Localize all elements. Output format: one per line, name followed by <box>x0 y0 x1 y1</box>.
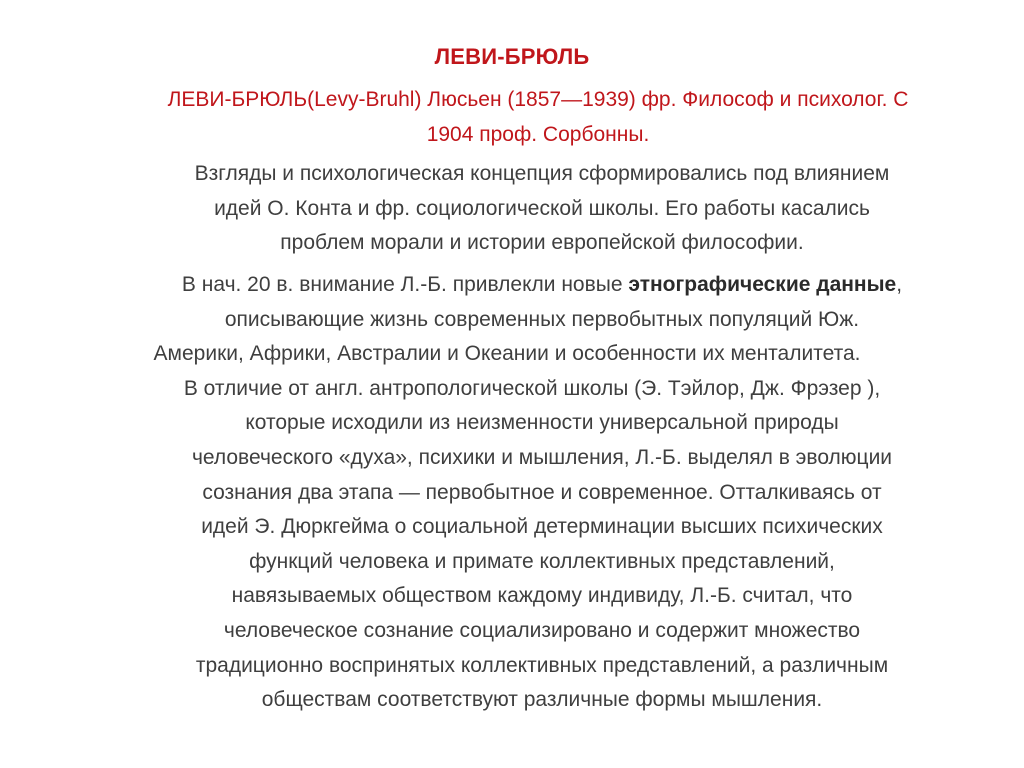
paragraph-ethnographic <box>60 268 1024 718</box>
paragraph-line: которые исходили из неизменности универсальной природы <box>245 411 839 435</box>
paragraph-line: функций человека и примате коллективных представлений, <box>249 549 835 573</box>
paragraph-line: обществам соответствуют различные формы мышления. <box>261 688 823 712</box>
paragraph-line: сознания два этапа — первобытное и современное. Отталкиваясь от <box>202 480 882 504</box>
paragraph-line: описывающие жизнь современных первобытных популяций Юж. <box>224 307 860 331</box>
paragraph-line: человеческого «духа», психики и мышления, Л.-Б. выделял в эволюции <box>191 445 893 469</box>
subtitle-line: 1904 проф. Сорбонны. <box>426 123 650 146</box>
slide-title: ЛЕВИ-БРЮЛЬ <box>434 44 590 69</box>
paragraph-line: человеческое сознание социализировано и содержит множество <box>223 618 861 642</box>
paragraph-line: проблем морали и истории европейской философии. <box>280 231 804 255</box>
paragraph-line: навязываемых обществом каждому индивиду, Л.-Б. считал, что <box>231 584 853 608</box>
emphasis-text: этнографические данные <box>628 273 897 296</box>
text-segment: , <box>896 273 903 296</box>
paragraph-line: традиционно воспринятых коллективных представлений, а различным <box>195 653 889 677</box>
text-segment: В нач. 20 в. внимание Л.-Б. привлекли новые <box>181 273 629 296</box>
subtitle-line: ЛЕВИ-БРЮЛЬ(Levy-Bruhl) Люсьен (1857—1939) фр. Философ и психолог. С <box>167 88 909 111</box>
paragraph-line: Америки, Африки, Австралии и Океании и особенности их менталитета. <box>153 342 861 366</box>
slide-subtitle <box>88 82 988 152</box>
paragraph-line: идей О. Конта и фр. социологической школы. Его работы касались <box>214 196 870 220</box>
paragraph-line: идей Э. Дюркгейма о социальной детерминации высших психических <box>201 515 883 539</box>
paragraph-line: В отличие от англ. антропологической школы (Э. Тэйлор, Дж. Фрэзер ), <box>183 376 881 400</box>
paragraph-line: Взгляды и психологическая концепция сформировались под влиянием <box>194 162 890 185</box>
paragraph-line <box>60 268 1024 303</box>
paragraph-views <box>60 157 1024 261</box>
